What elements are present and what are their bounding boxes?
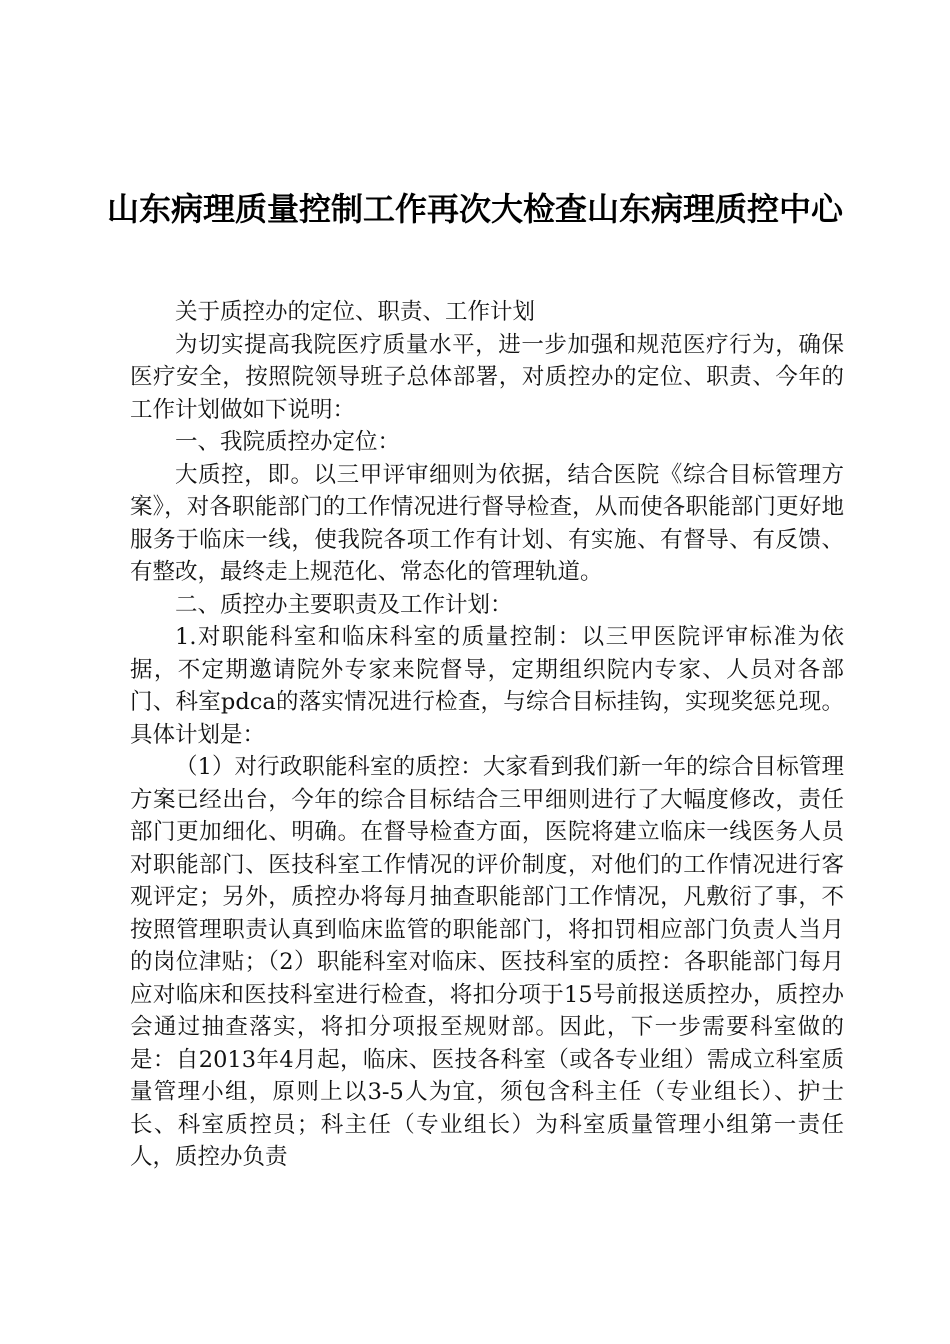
paragraph: （1）对行政职能科室的质控：大家看到我们新一年的综合目标管理方案已经出台，今年的综合目标结合三甲细则进行了大幅度修改，责任部门更加细化、明确。在督导检查方面，医院将建立临床一线医务人员对职能部门、医技科室工作情况的评价制度，对他们的工作情况进行客观评定；另外，质控办将每月抽查职能部门工作情况，凡敷衍了事，不按照管理职责认真到临床监管的职能部门，将扣罚相应部门负责人当月的岗位津贴；（2）职能科室对临床、医技科室的质控：各职能部门每月应对临床和医技科室进行检查，将扣分项于15号前报送质控办，质控办会通过抽查落实，将扣分项报至规财部。因此，下一步需要科室做的是：自2013年4月起，临床、医技各科室（或各专业组）需成立科室质量管理小组，原则上以3-5人为宜，须包含科主任（专业组长）、护士长、科室质控员；科主任（专业组长）为科室质量管理小组第一责任人，质控办负责 bbox=[130, 754, 844, 1170]
paragraph: 二、质控办主要职责及工作计划： bbox=[175, 591, 513, 618]
document-body bbox=[130, 296, 844, 1174]
document-title: 山东病理质量控制工作再次大检查山东病理质控中心 bbox=[106, 190, 843, 228]
paragraph: 1.对职能科室和临床科室的质量控制：以三甲医院评审标准为依据，不定期邀请院外专家来院督导，定期组织院内专家、人员对各部门、科室pdca的落实情况进行检查，与综合目标挂钩，实现奖惩兑现。具体计划是： bbox=[130, 624, 844, 748]
paragraph: 大质控，即。以三甲评审细则为依据，结合医院《综合目标管理方案》，对各职能部门的工作情况进行督导检查，从而使各职能部门更好地服务于临床一线，使我院各项工作有计划、有实施、有督导、有反馈、有整改，最终走上规范化、常态化的管理轨道。 bbox=[130, 461, 844, 585]
paragraph: 为切实提高我院医疗质量水平，进一步加强和规范医疗行为，确保医疗安全，按照院领导班子总体部署，对质控办的定位、职责、今年的工作计划做如下说明： bbox=[130, 331, 844, 423]
paragraph: 关于质控办的定位、职责、工作计划 bbox=[175, 299, 536, 325]
paragraph: 一、我院质控办定位： bbox=[175, 429, 401, 455]
